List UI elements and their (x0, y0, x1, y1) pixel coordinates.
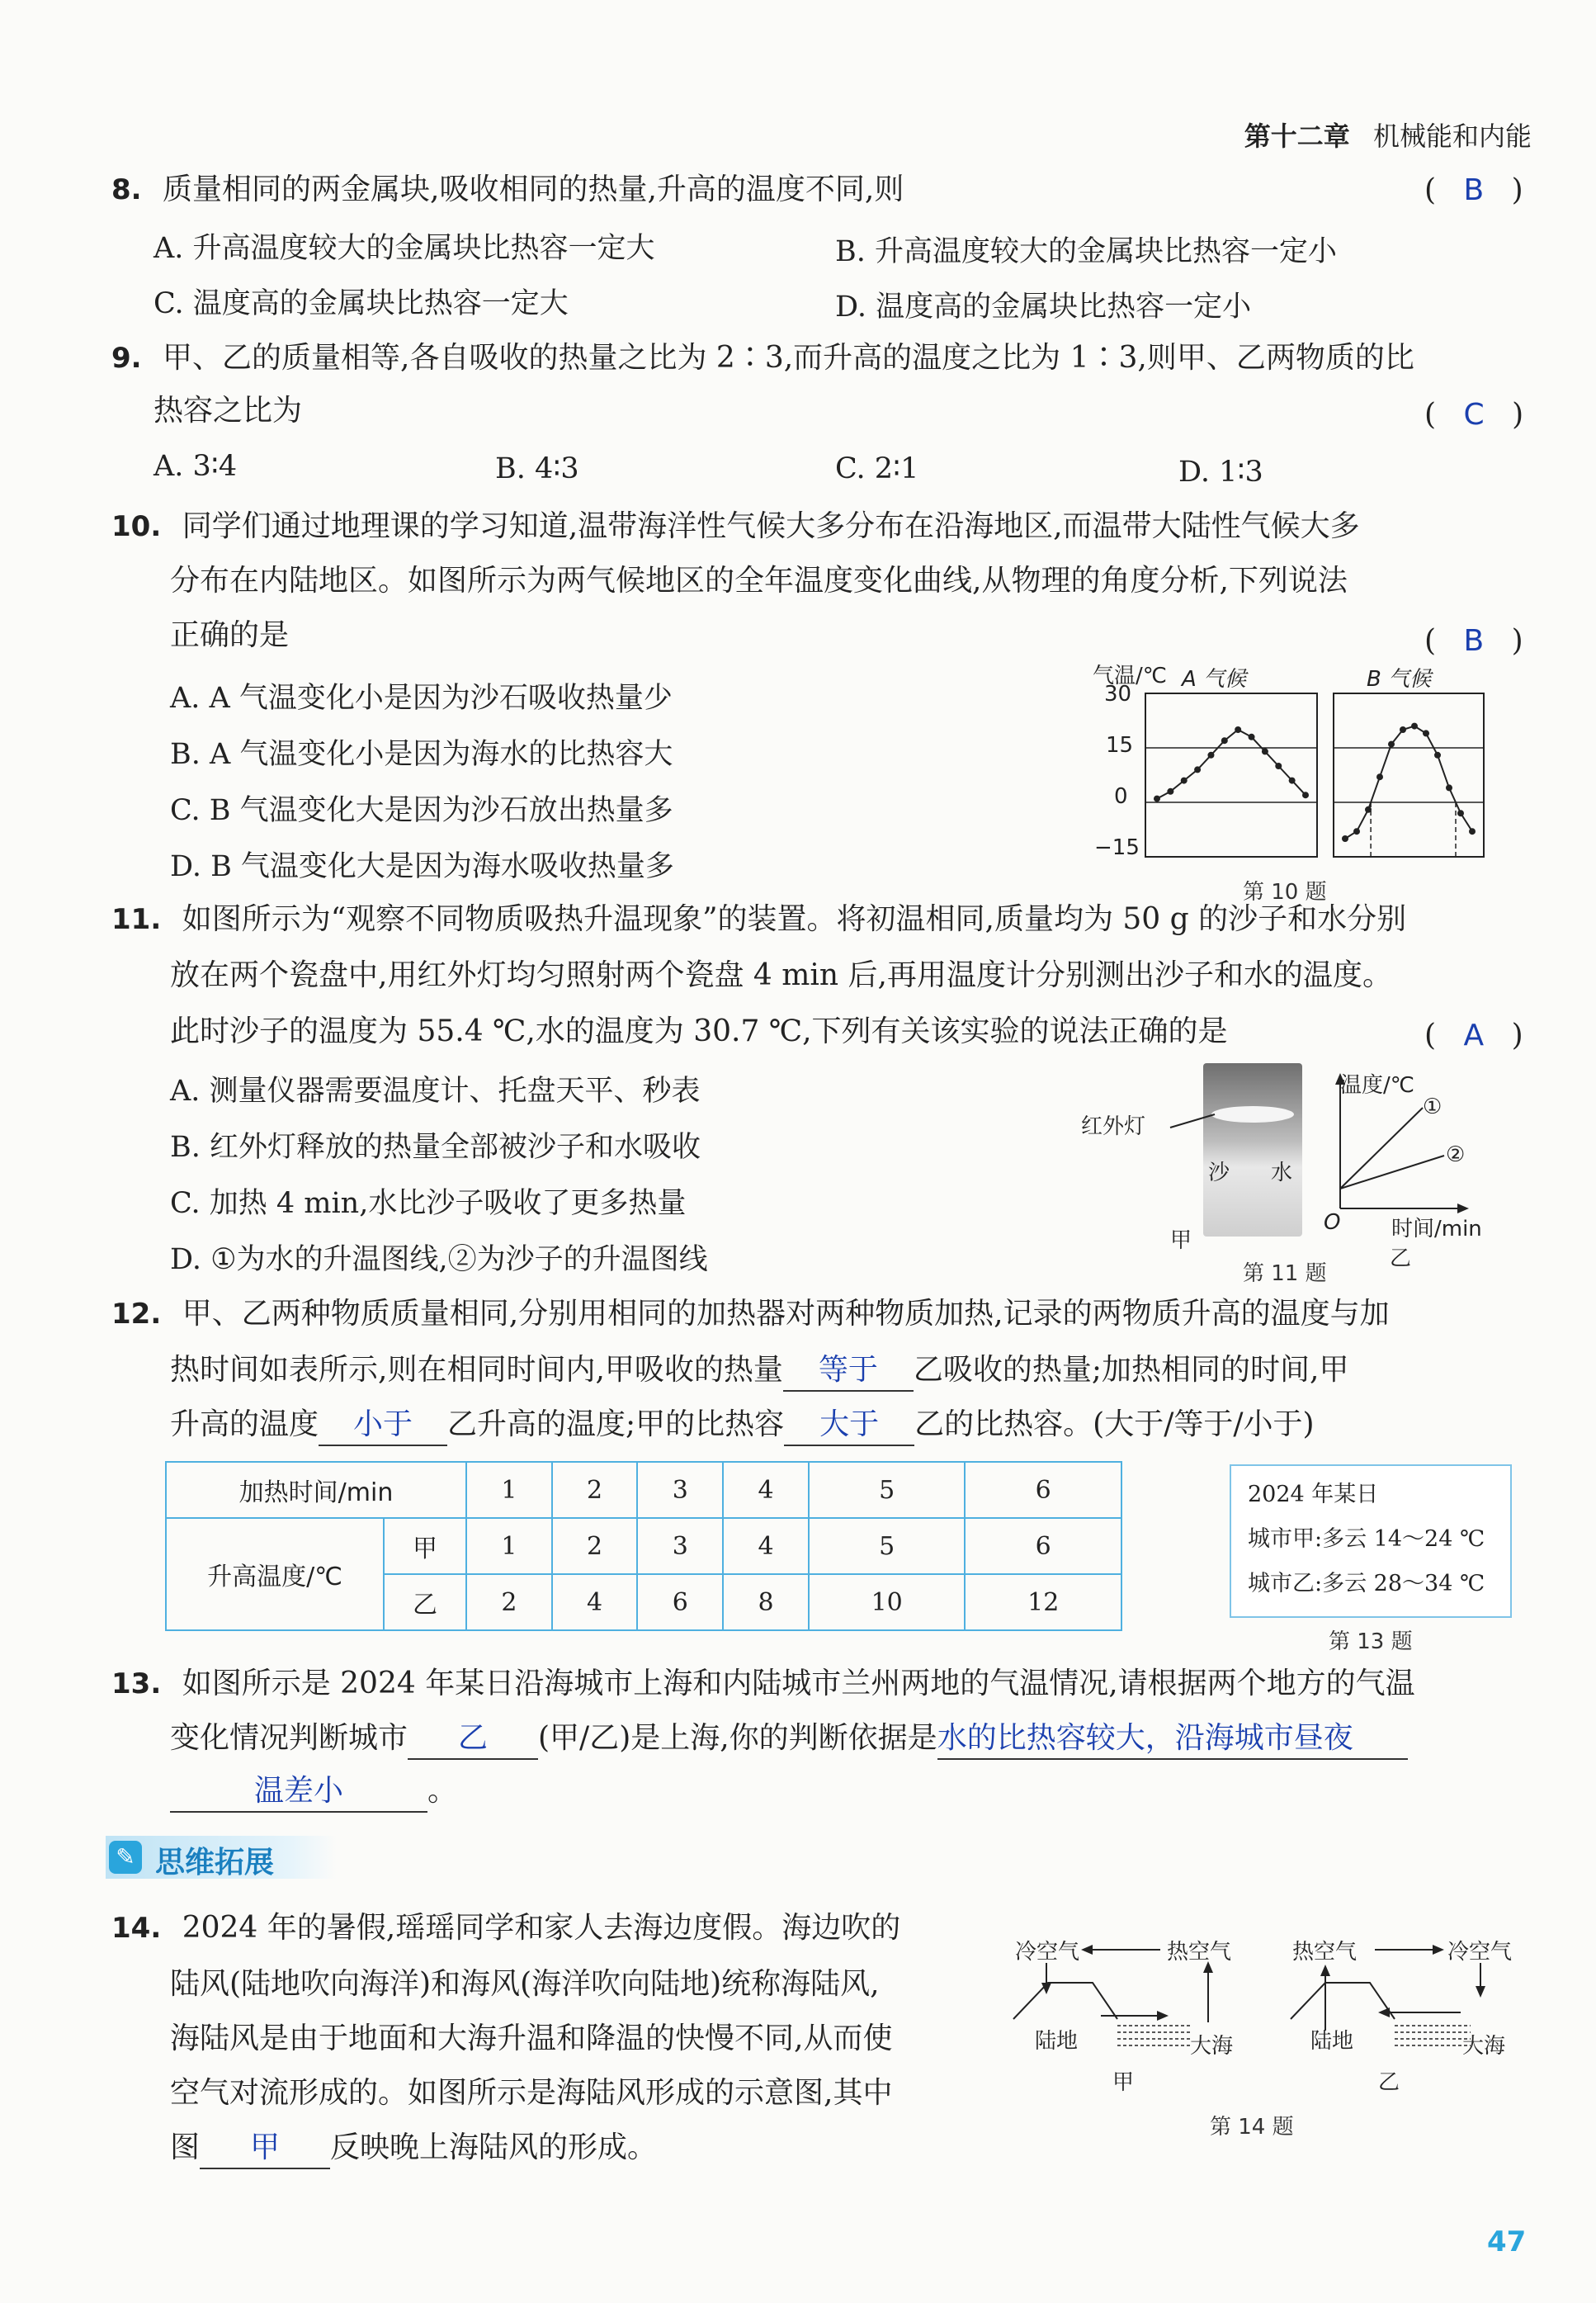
question-stem: 同学们通过地理课的学习知道,温带海洋性气候大多分布在沿海地区,而温带大陆性气候大多 (182, 509, 1360, 543)
question-stem-cont: 海陆风是由于地面和大海升温和降温的快慢不同,从而使 (170, 2022, 893, 2055)
figure-caption: 第 10 题 (1243, 880, 1327, 905)
stem-text: 热时间如表所示,则在相同时间内,甲吸收的热量 (170, 1353, 783, 1387)
climate-charts (1073, 657, 1485, 905)
answer-choice: A (1463, 1019, 1485, 1052)
data-point (1221, 737, 1228, 744)
question-stem-cont: 空气对流形成的。如图所示是海陆风形成的示意图,其中 (170, 2076, 893, 2110)
pencil-icon: ✎ (109, 1841, 142, 1874)
data-point (1400, 726, 1406, 733)
hot-air-label: 热空气 (1292, 1940, 1358, 1965)
table-row (166, 1462, 1121, 1518)
data-point (1235, 726, 1241, 733)
option: A. 测量仪器需要温度计、托盘天平、秒表 (170, 1075, 701, 1108)
option: B. 红外灯释放的热量全部被沙子和水吸收 (170, 1131, 701, 1164)
option: C. 2∶1 (835, 452, 919, 485)
option: D. 温度高的金属块比热容一定小 (835, 291, 1252, 324)
option: B. 4∶3 (495, 452, 579, 485)
question-number: 14. (111, 1912, 162, 1945)
table-cell: 3 (637, 1462, 723, 1518)
question-number: 8. (111, 173, 142, 206)
question-stem-cont: 分布在内陆地区。如图所示为两气候地区的全年温度变化曲线,从物理的角度分析,下列说法 (170, 564, 1348, 598)
answer-blank: 甲 (200, 2128, 330, 2169)
data-point (1353, 828, 1360, 835)
stem-text: 。 (427, 1774, 458, 1808)
table-cell: 4 (552, 1574, 638, 1630)
figure-caption: 第 11 题 (1243, 1261, 1327, 1286)
question-stem: 如图所示为“观察不同物质吸热升温现象”的装置。将初温相同,质量均为 50 g 的沙子和水分别 (182, 902, 1407, 936)
figure-caption: 第 14 题 (1210, 2115, 1294, 2140)
weather-date: 2024 年某日 (1248, 1482, 1379, 1507)
option: A. A 气温变化小是因为沙石吸收热量少 (170, 682, 673, 715)
question-stem-cont: 陆风(陆地吹向海洋)和海风(海洋吹向陆地)统称海陆风, (170, 1967, 880, 2001)
answer-bracket: ( A ) (1424, 1019, 1523, 1052)
sea-land-breeze-figure (999, 1923, 1535, 2146)
option: B. 升高温度较大的金属块比热容一定小 (835, 235, 1337, 268)
question-number: 10. (111, 510, 162, 543)
table-header: 升高温度/℃ (166, 1518, 384, 1630)
data-point (1181, 778, 1188, 784)
table-cell: 8 (723, 1574, 809, 1630)
question-stem: 2024 年的暑假,瑶瑶同学和家人去海边度假。海边吹的 (182, 1911, 901, 1945)
option: C. 温度高的金属块比热容一定大 (153, 287, 569, 320)
table-cell: 2 (466, 1574, 552, 1630)
stem-text: 乙吸收的热量;加热相同的时间,甲 (913, 1353, 1349, 1387)
table-cell: 10 (809, 1574, 966, 1630)
sea-label: 大海 (1462, 2034, 1506, 2059)
data-point (1249, 734, 1255, 740)
stem-text: 升高的温度 (170, 1407, 319, 1441)
question-stem-cont: 放在两个瓷盘中,用红外灯均匀照射两个瓷盘 4 min 后,再用温度计分别测出沙子和水的温度。 (170, 958, 1392, 992)
option: A. 3∶4 (153, 450, 238, 483)
question-13 (111, 1664, 1415, 1704)
diagram-label: 甲 (1112, 2070, 1135, 2095)
table-cell: 6 (637, 1574, 723, 1630)
stem-text: 乙升高的温度;甲的比热容 (447, 1407, 785, 1441)
question-number: 13. (111, 1667, 162, 1700)
cold-air-label: 冷空气 (1447, 1940, 1513, 1965)
chapter-title: 机械能和内能 (1372, 121, 1532, 152)
y-tick: 0 (1114, 784, 1128, 809)
answer-blank: 小于 (319, 1405, 447, 1446)
answer-blank: 温差小 (170, 1771, 427, 1813)
question-number: 9. (111, 342, 142, 375)
sand-label: 沙 (1208, 1161, 1230, 1185)
table-row-label: 甲 (384, 1518, 466, 1574)
option: D. ①为水的升温图线,②为沙子的升温图线 (170, 1243, 708, 1276)
question-12 (111, 1294, 1390, 1334)
section-header (106, 1836, 337, 1879)
page-number: 47 (1487, 2225, 1527, 2258)
chapter-number: 第十二章 (1244, 121, 1350, 152)
table-cell: 2 (552, 1462, 638, 1518)
question-stem-cont: 正确的是 (170, 618, 290, 652)
experiment-figure (1073, 1057, 1502, 1288)
data-point (1388, 741, 1395, 748)
graph-y-label: 温度/℃ (1340, 1073, 1414, 1098)
y-tick: 15 (1106, 733, 1134, 758)
table-cell: 1 (466, 1462, 552, 1518)
answer-choice: B (1463, 173, 1485, 207)
weather-city-yi: 城市乙:多云 28～34 ℃ (1248, 1571, 1485, 1596)
climate-figure (1073, 657, 1485, 905)
question-stem-cont (170, 2128, 657, 2169)
table-cell: 1 (466, 1518, 552, 1574)
question-stem-cont (170, 1719, 1408, 1760)
graph-label: 乙 (1390, 1246, 1412, 1271)
option: B. A 气温变化小是因为海水的比热容大 (170, 738, 673, 771)
table-cell: 6 (965, 1518, 1121, 1574)
land-label: 陆地 (1310, 2029, 1354, 2054)
diagram-label: 乙 (1378, 2070, 1400, 2095)
answer-bracket: ( C ) (1424, 398, 1524, 432)
data-point (1342, 835, 1348, 842)
line-1-label: ① (1423, 1095, 1443, 1119)
hot-air-label: 热空气 (1167, 1940, 1232, 1965)
cold-air-label: 冷空气 (1015, 1940, 1080, 1965)
question-stem-cont: 此时沙子的温度为 55.4 ℃,水的温度为 30.7 ℃,下列有关该实验的说法正确的是 (170, 1014, 1228, 1048)
figure-caption: 第 13 题 (1329, 1629, 1413, 1654)
data-point (1469, 828, 1476, 835)
question-number: 12. (111, 1298, 162, 1331)
section-title: 思维拓展 (155, 1846, 275, 1880)
option: D. 1∶3 (1178, 456, 1263, 489)
data-point (1457, 810, 1464, 816)
data-point (1167, 788, 1173, 795)
answer-choice: B (1463, 624, 1485, 658)
answer-bracket: ( B ) (1424, 173, 1523, 207)
data-point (1262, 748, 1268, 754)
data-point (1302, 792, 1309, 798)
question-stem: 如图所示是 2024 年某日沿海城市上海和内陆城市兰州两地的气温情况,请根据两个地方的气温 (182, 1667, 1415, 1700)
land-label: 陆地 (1035, 2029, 1079, 2054)
question-stem-cont (170, 1771, 457, 1813)
graph-x-label: 时间/min (1391, 1217, 1482, 1241)
option: A. 升高温度较大的金属块比热容一定大 (153, 232, 655, 265)
answer-blank: 等于 (783, 1350, 914, 1392)
table-cell: 5 (809, 1518, 966, 1574)
table-cell: 4 (723, 1518, 809, 1574)
chart-b-title: B 气候 (1367, 667, 1432, 692)
lamp-label: 红外灯 (1081, 1114, 1146, 1139)
chart-a-title: A 气候 (1182, 667, 1247, 692)
table-cell: 3 (637, 1518, 723, 1574)
water-label: 水 (1271, 1161, 1293, 1185)
table-cell: 4 (723, 1462, 809, 1518)
data-point (1194, 766, 1201, 773)
y-tick: 30 (1104, 682, 1132, 707)
table-header: 加热时间/min (166, 1462, 466, 1518)
data-point (1411, 723, 1418, 730)
question-stem: 甲、乙的质量相等,各自吸收的热量之比为 2∶3,而升高的温度之比为 1∶3,则甲、乙两物质的比 (163, 341, 1414, 375)
sea-label: 大海 (1190, 2034, 1234, 2059)
answer-blank: 水的比热容较大，沿海城市昼夜 (937, 1719, 1408, 1760)
question-number: 11. (111, 903, 162, 936)
table-row (166, 1518, 1121, 1574)
data-point (1275, 763, 1282, 769)
question-stem-cont (170, 1405, 1315, 1446)
graph-origin: O (1324, 1210, 1341, 1235)
data-point (1423, 730, 1429, 736)
answer-blank: 乙 (408, 1719, 538, 1760)
question-stem: 质量相同的两金属块,吸收相同的热量,升高的温度不同,则 (163, 173, 904, 206)
data-point (1446, 784, 1452, 791)
question-10 (111, 507, 1360, 546)
question-11 (111, 900, 1406, 939)
answer-bracket: ( B ) (1424, 624, 1523, 658)
table-cell: 2 (552, 1518, 638, 1574)
table-cell: 12 (965, 1574, 1121, 1630)
table-cell: 5 (809, 1462, 966, 1518)
weather-city-jia: 城市甲:多云 14～24 ℃ (1248, 1526, 1485, 1552)
data-point (1154, 796, 1160, 802)
data-point (1376, 773, 1383, 780)
temperature-curve (1157, 730, 1306, 799)
chart-frame (1145, 693, 1317, 857)
question-stem: 甲、乙两种物质质量相同,分别用相同的加热器对两种物质加热,记录的两物质升高的温度与加 (182, 1297, 1390, 1331)
question-stem-cont (170, 1350, 1348, 1392)
photo-label: 甲 (1170, 1228, 1192, 1253)
question-14 (111, 1908, 900, 1948)
stem-text: 反映晚上海陆风的形成。 (330, 2130, 658, 2164)
line-2-label: ② (1446, 1142, 1466, 1167)
stem-text: 变化情况判断城市 (170, 1721, 408, 1755)
answer-choice: C (1463, 398, 1485, 432)
chapter-header (1244, 116, 1532, 154)
stem-text: 乙的比热容。(大于/等于/小于) (914, 1407, 1315, 1441)
question-9 (111, 338, 1414, 378)
option: D. B 气温变化大是因为海水吸收热量多 (170, 850, 674, 883)
option: C. 加热 4 min,水比沙子吸收了更多热量 (170, 1187, 687, 1220)
question-8 (111, 170, 904, 210)
stem-text: 图 (170, 2130, 201, 2164)
temperature-curve (1345, 726, 1472, 839)
data-point (1289, 778, 1296, 784)
table-cell: 6 (965, 1462, 1121, 1518)
answer-blank: 大于 (784, 1405, 914, 1446)
stem-text: (甲/乙)是上海,你的判断依据是 (538, 1721, 937, 1755)
y-tick: −15 (1094, 835, 1140, 860)
question-stem-cont: 热容之比为 (153, 394, 303, 428)
option: C. B 气温变化大是因为沙石放出热量多 (170, 794, 673, 827)
weather-box (1230, 1464, 1512, 1618)
y-axis-label: 气温/℃ (1093, 664, 1167, 688)
table-row-label: 乙 (384, 1574, 466, 1630)
heating-table (165, 1461, 1122, 1631)
data-point (1207, 752, 1214, 759)
data-point (1434, 752, 1441, 759)
